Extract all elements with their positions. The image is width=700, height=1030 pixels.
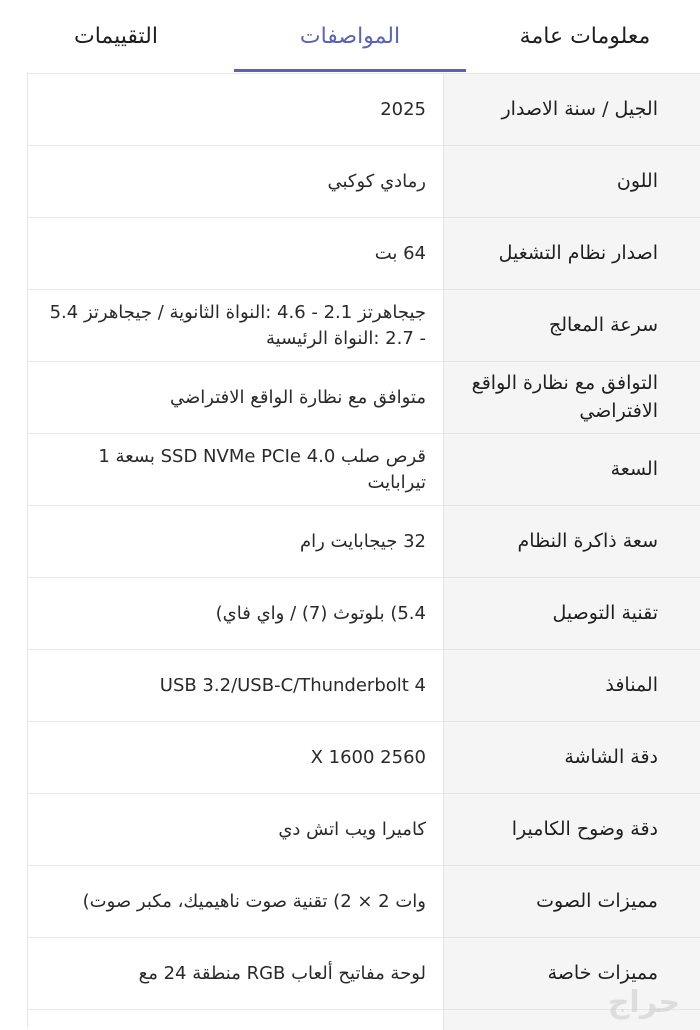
spec-value: USB 3.2/USB-C/Thunderbolt 4 [159, 674, 426, 696]
spec-label: اللون [443, 146, 700, 217]
spec-value: جيجاهرتز 2.1 - 4.6 :النواة الثانوية / جيجاهرتز 5.4 - 2.7 :النواة الرئيسية [49, 302, 426, 349]
haraj-watermark: حراج [607, 985, 680, 1020]
tab-reviews[interactable]: التقييمات [74, 23, 158, 49]
active-tab-indicator [234, 69, 466, 72]
spec-value: كاميرا ويب اتش دي [278, 818, 426, 840]
spec-row-audio [28, 866, 700, 938]
spec-row-partial [28, 1010, 700, 1030]
spec-label-empty [443, 1010, 700, 1030]
spec-label: مميزات خاصة [443, 938, 700, 1009]
spec-value: 32 جيجابايت رام [299, 530, 426, 552]
specifications-table [27, 73, 700, 1027]
spec-label: دقة وضوح الكاميرا [443, 794, 700, 865]
spec-value: لوحة مفاتيح ألعاب RGB منطقة 24 مع [138, 962, 426, 984]
spec-value: 64 بت [374, 242, 426, 264]
spec-row-connectivity [28, 578, 700, 650]
spec-row-processor-speed [28, 290, 700, 362]
tab-bar [0, 0, 700, 72]
spec-label: مميزات الصوت [443, 866, 700, 937]
spec-label: التوافق مع نظارة الواقع الافتراضي [443, 362, 700, 433]
spec-value: X 1600 2560 [310, 746, 426, 768]
spec-row-storage [28, 434, 700, 506]
spec-row-display-resolution [28, 722, 700, 794]
spec-row-camera [28, 794, 700, 866]
tab-general-info[interactable]: معلومات عامة [519, 23, 651, 49]
spec-value: قرص صلب SSD NVMe PCIe 4.0 بسعة 1 تيرابايت [98, 446, 426, 493]
spec-label: دقة الشاشة [443, 722, 700, 793]
spec-row-memory [28, 506, 700, 578]
spec-label: اصدار نظام التشغيل [443, 218, 700, 289]
spec-label: سرعة المعالج [443, 290, 700, 361]
spec-value: 2025 [380, 98, 426, 120]
spec-value: 5.4) بلوتوث (7) / واي فاي) [215, 602, 426, 624]
spec-label: السعة [443, 434, 700, 505]
spec-value: رمادي كوكبي [327, 170, 426, 192]
spec-row-color [28, 146, 700, 218]
spec-label: تقنية التوصيل [443, 578, 700, 649]
spec-label: الجيل / سنة الاصدار [443, 74, 700, 145]
spec-value: وات 2 × 2) تقنية صوت ناهيميك، مكبر صوت) [82, 890, 426, 912]
spec-row-release-year [28, 74, 700, 146]
spec-row-os-version [28, 218, 700, 290]
spec-label: المنافذ [443, 650, 700, 721]
spec-value: متوافق مع نظارة الواقع الافتراضي [170, 386, 426, 408]
spec-row-ports [28, 650, 700, 722]
tab-specifications[interactable]: المواصفات [299, 23, 401, 49]
spec-row-vr-compatibility [28, 362, 700, 434]
spec-row-special-features [28, 938, 700, 1010]
spec-label: سعة ذاكرة النظام [443, 506, 700, 577]
